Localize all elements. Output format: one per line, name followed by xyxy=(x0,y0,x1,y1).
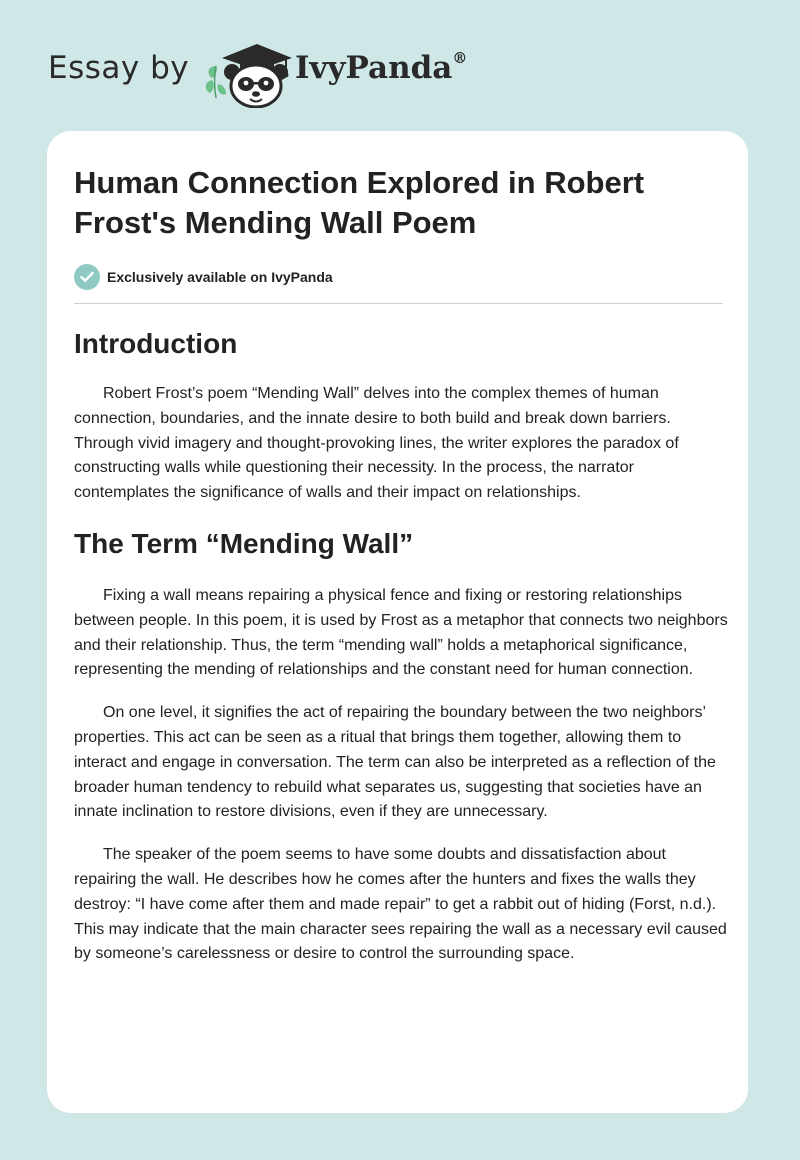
divider xyxy=(74,303,723,304)
page-title: Human Connection Explored in Robert Frost's Mending Wall Poem xyxy=(74,165,645,240)
paragraph: On one level, it signifies the act of repairing the boundary between the two neighbors’ properties. This act can be seen as a ritual that brings them together, allowing them to interact and engage in conversation. The term can also be interpreted as a reflection of the broader human tendency to rebuild what separates us, suggesting that societies have an innate inclination to restore divisions, even if they are unnecessary. xyxy=(74,704,716,821)
paragraph: The speaker of the poem seems to have some doubts and dissatisfaction about repairing the wall. He describes how he comes after the hunters and fixes the walls they destroy: “I have come after them and made repair” to get a rabbit out of hiding (Forst, n.d.). This may indicate that the main character sees repairing the wall as a necessary evil caused by someone’s carelessness or desire to control the surrounding space. xyxy=(74,846,727,963)
essay-card xyxy=(47,131,748,1113)
paragraph: Fixing a wall means repairing a physical fence and fixing or restoring relationships between people. In this poem, it is used by Frost as a metaphor that connects two neighbors and their relationship. Thus, the term “mending wall” holds a metaphorical significance, representing the mending of relationships and the constant need for human connection. xyxy=(74,586,728,679)
site-header xyxy=(48,36,488,108)
section-heading-mending-wall: The Term “Mending Wall” xyxy=(74,527,414,559)
essay-by-label: Essay by xyxy=(48,50,190,86)
panda-graduate-icon[interactable] xyxy=(202,36,292,108)
exclusive-badge xyxy=(74,264,333,290)
brand-name[interactable] xyxy=(295,50,467,86)
check-circle-icon xyxy=(74,264,100,290)
brand-text: IvyPanda xyxy=(295,50,453,86)
article-body xyxy=(74,320,729,967)
section-heading-introduction: Introduction xyxy=(74,328,238,359)
exclusive-badge-label: Exclusively available on IvyPanda xyxy=(107,269,333,285)
registered-mark: ® xyxy=(452,48,468,67)
paragraph: Robert Frost’s poem “Mending Wall” delves into the complex themes of human connection, boundaries, and the innate desire to both build and break down barriers. Through vivid imagery and thought-provoking lines, the writer explores the paradox of constructing walls while questioning their necessity. In the process, the narrator contemplates the significance of walls and their impact on relationships. xyxy=(74,385,679,502)
